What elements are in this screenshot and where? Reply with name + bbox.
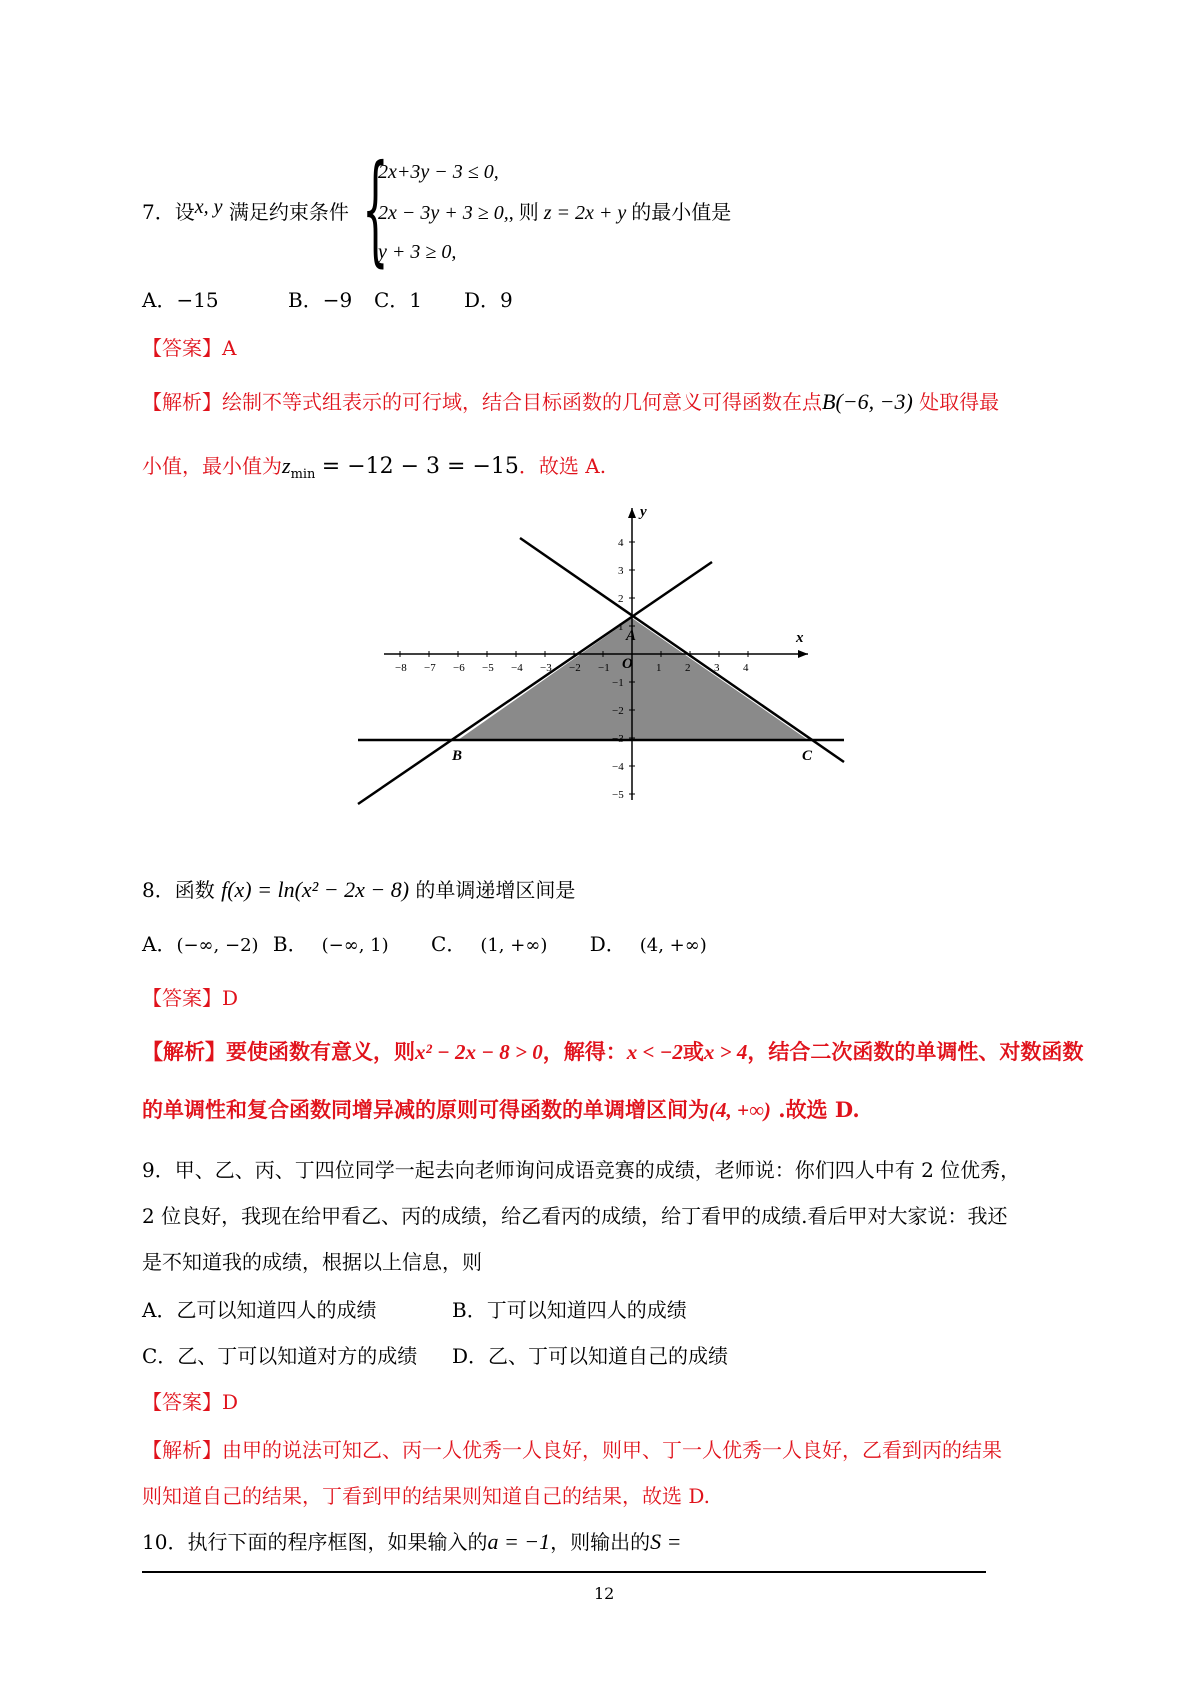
q10-input: a = −1 — [487, 1529, 551, 1554]
constraint-1: 2x+3y − 3 ≤ 0, — [378, 161, 499, 183]
q8-analysis-sol2: x > 4 — [703, 1040, 748, 1064]
x-tick-label: 1 — [656, 662, 662, 674]
q8-analysis-line1 — [142, 1036, 1083, 1066]
q8-options — [142, 928, 707, 957]
q7-analysis-line2 — [142, 450, 606, 482]
q9-answer — [142, 1386, 238, 1415]
q7-analysis-label: 【解析】 — [142, 390, 222, 414]
x-tick-label: −8 — [395, 662, 407, 674]
q7-option-a: A．−15 — [142, 288, 219, 312]
q9-option-c: C．乙、丁可以知道对方的成绩 — [142, 1344, 418, 1368]
q7-zmin: z — [282, 453, 291, 478]
point-c-label: C — [802, 748, 813, 764]
q7-analysis-point: B(−6, −3) — [822, 389, 913, 414]
q7-objective: z = 2x + y — [543, 202, 627, 224]
q9-answer-value: D — [222, 1390, 239, 1414]
q7-analysis-eq: = −12 − 3 = −15 — [321, 454, 519, 479]
q9-option-a: A．乙可以知道四人的成绩 — [142, 1298, 377, 1322]
constraint-2-text: 2x − 3y + 3 ≥ 0, — [378, 202, 509, 224]
q8-option-b-label: B． — [272, 932, 308, 956]
q8-answer — [142, 982, 238, 1011]
q9-line2: 2 位良好，我现在给甲看乙、丙的成绩，给乙看丙的成绩，给丁看甲的成绩.看后甲对大家说：我还 — [142, 1204, 1008, 1228]
q7-zmin-sub: min — [290, 467, 316, 482]
point-b-label: B — [452, 748, 463, 764]
y-tick-label: 4 — [618, 537, 624, 549]
q7-then: , 则 — [508, 202, 539, 224]
q8-suffix: 的单调递增区间是 — [415, 878, 576, 902]
q8-func: f(x) = ln(x² − 2x − 8) — [221, 877, 410, 902]
q7-option-b: B．−9 — [288, 288, 353, 312]
x-tick-label: 2 — [685, 662, 691, 674]
q7-mid-text: 满足约束条件 — [228, 200, 349, 224]
q8-analysis-text1b: ，解得： — [542, 1039, 627, 1064]
q8-option-c-value: (1, +∞) — [480, 935, 548, 956]
x-tick-label: −1 — [598, 662, 610, 674]
q8-answer-label: 【答案】 — [142, 986, 222, 1010]
q8-analysis-sol1: x < −2 — [626, 1040, 683, 1064]
q8-option-a-value: (−∞, −2) — [176, 935, 259, 956]
y-tick-label: −4 — [612, 761, 624, 773]
q7-answer — [142, 332, 236, 361]
page-number: 12 — [594, 1584, 615, 1603]
q8-analysis-label: 【解析】 — [142, 1039, 226, 1064]
x-tick-label: −6 — [453, 662, 465, 674]
q10-mid: ，则输出的 — [550, 1530, 651, 1554]
q9-analysis-line2: 则知道自己的结果，丁看到甲的结果则知道自己的结果，故选 D. — [142, 1484, 711, 1508]
q8-analysis-text1c: ，结合二次函数的单调性、对数函数 — [747, 1039, 1084, 1064]
x-tick-label: −4 — [511, 662, 523, 674]
q7-option-c: C．1 — [374, 288, 423, 312]
x-tick-label: 3 — [714, 662, 720, 674]
q7-analysis-line1 — [142, 386, 999, 415]
y-axis-label: y — [640, 504, 647, 520]
q10-prefix: 10．执行下面的程序框图，如果输入的 — [142, 1530, 488, 1554]
q9-analysis-text1: 由甲的说法可知乙、丙一人优秀一人良好，则甲、丁一人优秀一人良好，乙看到丙的结果 — [222, 1438, 1002, 1462]
y-tick-label: 1 — [618, 621, 624, 633]
x-tick-label: 4 — [743, 662, 749, 674]
q7-answer-value: A — [222, 336, 237, 360]
x-axis-label: x — [796, 630, 804, 646]
q8-analysis-ineq: x² − 2x − 8 > 0 — [415, 1040, 543, 1064]
q9-option-d: D．乙、丁可以知道自己的成绩 — [452, 1344, 729, 1368]
q9-option-b: B．丁可以知道四人的成绩 — [452, 1298, 687, 1322]
feasible-region-graph — [350, 500, 850, 810]
constraint-3: y + 3 ≥ 0, — [378, 241, 457, 263]
q7-option-d: D．9 — [464, 288, 513, 312]
y-tick-label: −3 — [612, 733, 624, 745]
q9-analysis-line1 — [142, 1434, 1002, 1463]
x-tick-label: −5 — [482, 662, 494, 674]
left-brace: { — [362, 140, 389, 279]
q7-analysis-text2-end: ．故选 A. — [518, 454, 607, 478]
q8-analysis-or: 或 — [682, 1039, 704, 1064]
y-tick-label: −1 — [612, 677, 624, 689]
x-axis-arrow — [798, 650, 808, 658]
q8-analysis-text1a: 要使函数有意义，则 — [226, 1039, 415, 1064]
q8-option-c-label: C． — [431, 932, 467, 956]
q7-vars: x, y — [194, 196, 223, 218]
q8-option-d-value: (4, +∞) — [639, 935, 707, 956]
y-tick-label: 3 — [618, 565, 624, 577]
q8-analysis-text2a: 的单调性和复合函数同增异减的原则可得函数的单调增区间为 — [142, 1097, 709, 1122]
x-tick-label: −7 — [424, 662, 436, 674]
q7-answer-label: 【答案】 — [142, 336, 222, 360]
y-tick-label: −2 — [612, 705, 624, 717]
q9-line3: 是不知道我的成绩，根据以上信息，则 — [142, 1250, 482, 1274]
y-tick-label: 2 — [618, 593, 624, 605]
q7-suffix: 的最小值是 — [631, 200, 732, 224]
q8-analysis-line2 — [142, 1094, 860, 1124]
q8-option-b-value: (−∞, 1) — [321, 935, 389, 956]
q10-output: S = — [650, 1529, 682, 1554]
q7-prefix — [142, 196, 349, 225]
q7-number-text: 7．设 — [142, 200, 195, 224]
q9-line1: 9．甲、乙、丙、丁四位同学一起去向老师询问成语竞赛的成绩，老师说：你们四人中有 2 位优秀， — [142, 1158, 1021, 1182]
q9-analysis-label: 【解析】 — [142, 1438, 222, 1462]
footer-divider — [142, 1571, 986, 1573]
q7-constraints — [378, 152, 731, 272]
x-tick-label: −3 — [540, 662, 552, 674]
q8-analysis-text2b: .故选 D. — [778, 1097, 860, 1122]
q7-analysis-text1: 绘制不等式组表示的可行域，结合目标函数的几何意义可得函数在点 — [222, 390, 822, 414]
constraint-2 — [378, 192, 731, 232]
q9-answer-label: 【答案】 — [142, 1390, 222, 1414]
origin-label: O — [622, 656, 633, 672]
q8-option-a-label: A． — [142, 932, 177, 956]
q8-answer-value: D — [222, 986, 239, 1010]
q7-analysis-text1-end: 处取得最 — [919, 390, 1000, 414]
q10-stem — [142, 1526, 682, 1555]
y-tick-label: −5 — [612, 789, 624, 801]
q8-stem — [142, 874, 575, 903]
q8-option-d-label: D． — [589, 932, 626, 956]
q8-prefix: 8．函数 — [142, 878, 215, 902]
y-axis-arrow — [628, 508, 636, 518]
point-a-label: A — [626, 628, 637, 644]
x-tick-label: −2 — [569, 662, 581, 674]
q8-analysis-interval: (4, +∞) — [709, 1098, 771, 1122]
q7-analysis-text2: 小值，最小值为 — [142, 454, 282, 478]
